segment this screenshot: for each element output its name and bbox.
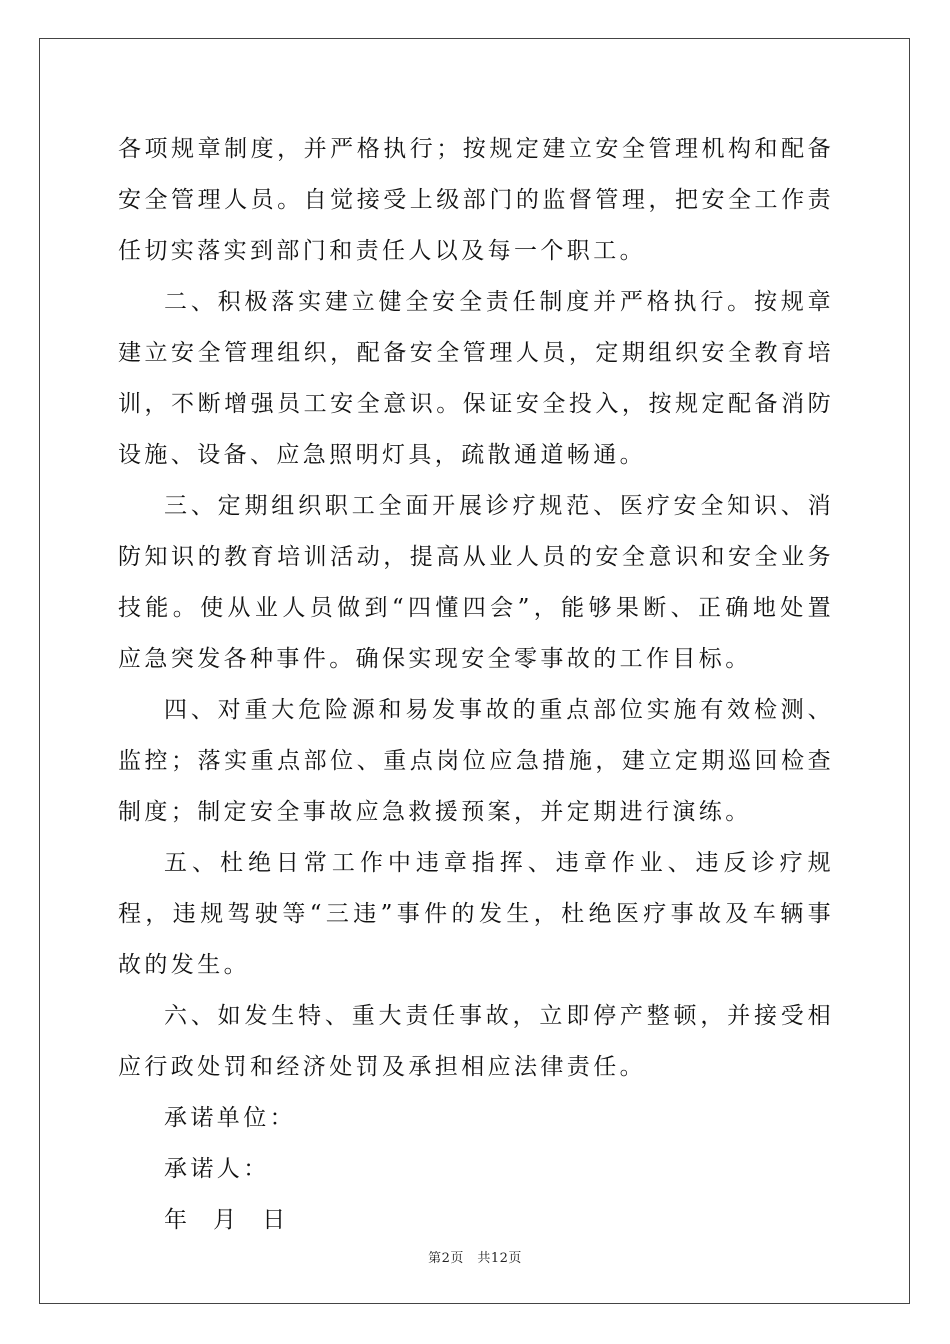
paragraph-5: 五、杜绝日常工作中违章指挥、违章作业、违反诊疗规程，违规驾驶等“三违”事件的发生，杜绝医疗事故及车辆事故的发生。 [118,850,834,978]
date-day-label: 日 [262,1207,289,1233]
page-footer: 第2页 共12页 [428,1251,522,1266]
paragraph-2: 二、积极落实建立健全安全责任制度并严格执行。按规章建立安全管理组织，配备安全管理人员，定期组织安全教育培训，不断增强员工安全意识。保证安全投入，按规定配备消防设施、设备、应急照明灯具，疏散通道畅通。 [118,289,834,468]
signature-date [118,1195,834,1246]
paragraph-1: 各项规章制度，并严格执行；按规定建立安全管理机构和配备安全管理人员。自觉接受上级部门的监督管理，把安全工作责任切实落实到部门和责任人以及每一个职工。 [118,136,834,264]
signature-person-label: 承诺人： [164,1156,270,1182]
paragraph-6: 六、如发生特、重大责任事故，立即停产整顿，并接受相应行政处罚和经济处罚及承担相应法律责任。 [118,1003,834,1080]
date-year-label: 年 [164,1207,191,1233]
paragraph-3: 三、定期组织职工全面开展诊疗规范、医疗安全知识、消防知识的教育培训活动，提高从业人员的安全意识和安全业务技能。使从业人员做到“四懂四会”，能够果断、正确地处置应急突发各种事件。确保实现安全零事故的工作目标。 [118,493,834,672]
document-body [118,124,834,1246]
signature-unit-label: 承诺单位： [164,1105,296,1131]
date-month-label: 月 [213,1207,240,1233]
paragraph-4: 四、对重大危险源和易发事故的重点部位实施有效检测、监控；落实重点部位、重点岗位应急措施，建立定期巡回检查制度；制定安全事故应急救援预案，并定期进行演练。 [118,697,834,825]
